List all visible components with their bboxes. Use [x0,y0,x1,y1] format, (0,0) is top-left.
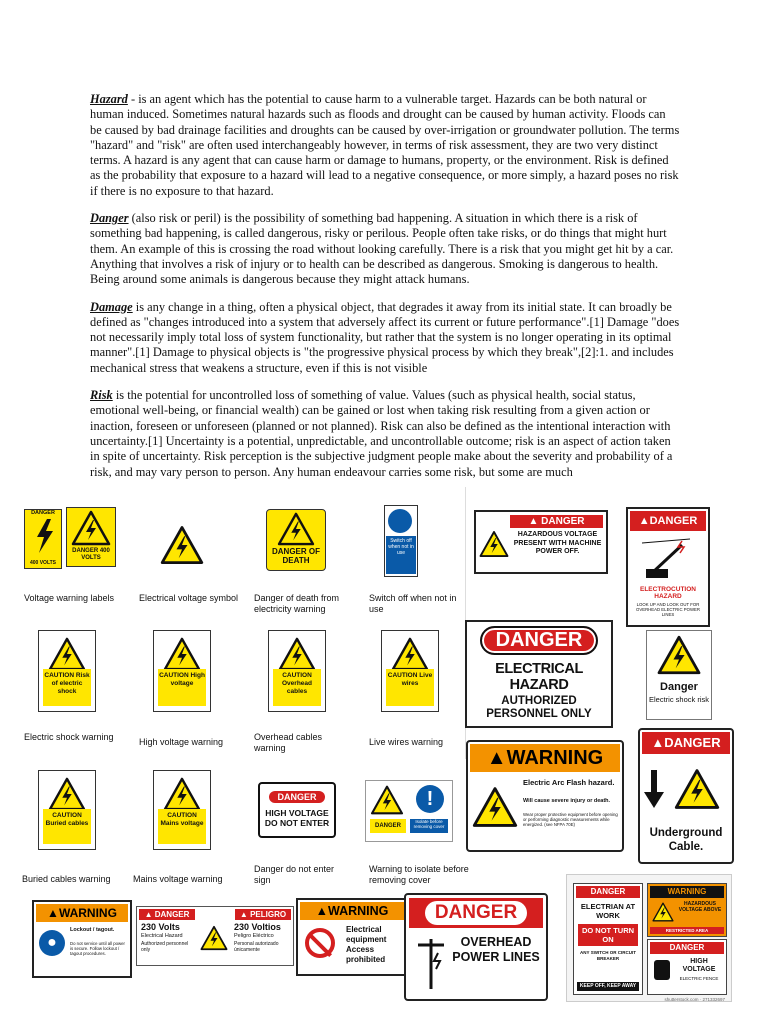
lightning-icon [33,519,53,553]
document-body [90,92,680,492]
plug-icon [388,509,412,533]
sign-lockout-warning [32,900,132,978]
caption-live-wires: Live wires warning [369,737,444,747]
sign-caution-live [381,630,439,712]
label-electrocution-danger: DANGER [649,515,698,527]
electric-warning-icon [200,925,228,951]
label-eh-line1: AUTHORIZED [501,695,577,707]
arrow-down-icon [644,770,664,810]
term-hazard: Hazard [90,92,128,106]
label-hvp-danger: DANGER [541,516,585,527]
label-ug-text1: Underground [649,827,723,839]
caption-high-voltage: High voltage warning [139,737,224,747]
caption-electric-shock: Electric shock warning [24,732,114,742]
header-hvp-danger [510,515,603,528]
label-caution-mains: CAUTION Mains voltage [158,809,206,844]
sign-danger-400-large [66,507,116,567]
label-switch-off: Switch off when not in use [386,536,416,574]
label-230-es-title: 230 Voltios [234,922,281,932]
info-icon: ! [416,785,444,813]
power-pole-icon [414,935,448,991]
label-s2-foot: RESTRICTED AREA [650,927,724,934]
sign-electrician-at-work [573,883,643,995]
label-arc-title: Electric Arc Flash hazard. [523,778,615,787]
sign-electrical-hazard [465,620,613,728]
header-ohpl-danger [409,898,543,928]
fence-icon [654,960,670,980]
label-eh-line2: PERSONNEL ONLY [486,708,592,720]
sign-equipment-access-prohibited [296,898,408,976]
sign-230-volts [136,906,294,966]
grid-cell-overhead-cables [240,620,356,759]
grid-cell-live-wires [355,620,466,759]
sign-arc-flash-warning [466,740,624,852]
label-230-en-sub: Electrical Hazard [141,933,183,939]
text-hazard: - is an agent which has the potential to cause harm to a vulnerable target. Hazards can be both natural or human induced. Sometimes natural hazards such as floods and drought can be caused by human activity. Floods can be caused by bad drainage facilities and droughts can be caused by over-irrigation or groundwater pollution. The terms "hazard" and "risk" are often used interchangeably however, in terms of risk assessment, they are two very distinct terms. A hazard is any agent that can cause harm or damage to humans, property, or the environment. Risk is defined as the probability that exposure to a hazard will lead to a negative consequence, or more simply, a hazard poses no risk if there is no exposure to that hazard. [90,92,680,198]
label-hv-danger: DANGER [269,791,324,803]
caption-isolate: Warning to isolate before removing cover [369,864,469,885]
label-s3-sub: ELECTRIC FENCE [679,976,719,981]
grid-cell-isolate [355,758,469,892]
label-arc-sub: Will cause severe injury or death. [523,798,611,804]
label-isolate-danger: DANGER [370,819,406,833]
label-eh-danger: DANGER [480,626,599,655]
header-230-en [139,909,195,920]
grid-cell-switch-off [355,487,466,621]
label-400-volts: 400 VOLTS [29,560,57,566]
caption-switch-off: Switch off when not in use [369,593,457,614]
label-shock-title: Danger [660,681,698,693]
grid-cell-voltage-labels [10,487,126,621]
electric-warning-icon [160,525,204,565]
label-ohpl-danger: DANGER [425,901,527,925]
grid-cell-electric-shock [10,620,126,759]
label-s1-foot: KEEP OFF, KEEP AWAY [577,982,639,991]
es-alert-icon: ▲ [239,910,248,919]
arc-alert-icon: ▲ [486,747,507,769]
header-equip-warning [300,902,404,920]
electric-warning-icon [390,637,430,671]
label-ohpl-text: OVERHEAD POWER LINES [452,935,540,964]
hvp-alert-icon: ▲ [528,516,539,527]
text-danger: (also risk or peril) is the possibility of something bad happening. A situation in which there is a risk of something bad happening, is called dangerous, risky or perilous. People often take risks, or do things that might hurt them. An example of this is crossing the road without looking carefully. There is a risk that you might get hit by a car. Anything that involves a risk of injury or to health can be described as dangerous. Smoking is dangerous to health. Being around some animals is dangerous because they might attack humans. [90,211,674,287]
grid-cell-do-not-enter [240,758,356,892]
label-lockout-body: Do not service until all power is secure. Follow lockout / tagout procedures. [70,941,125,956]
ug-alert-icon: ▲ [651,735,665,750]
label-s1-sub: ANY SWITCH OR CIRCUIT BREAKER [580,950,636,961]
label-electrocution-title: ELECTROCUTION HAZARD [640,586,696,600]
sign-danger-electric-shock [646,630,712,720]
label-230-es-body: Personal autorizado únicamente [234,941,279,953]
sign-caution-high-voltage [153,630,211,712]
label-230-es-sub: Peligro Eléctrico [234,933,274,939]
header-ug-danger [642,732,730,754]
text-damage: is any change in a thing, often a physical object, that degrades it away from its initial state. It can broadly be defined as "changes introduced into a system that adversely affect its current or future performance".[1] Damage "does not necessarily imply total loss of system functionality, but rather that the system is no longer operating in its optimal manner".[1] Damage to physical objects is "the progressive physical process by which they break",[2]:1. and includes mechanical stress that weakens a structure, even if this is not visible [90,299,680,375]
label-danger-400: DANGER 400 VOLTS [72,548,110,561]
label-shock-text: Electric shock risk [648,695,709,704]
label-hv-line1: HIGH VOLTAGE [265,808,329,818]
header-electrocution-danger [630,511,706,531]
caption-voltage-warning-labels: Voltage warning labels [24,593,115,603]
sign-isolate [365,780,453,842]
sign-danger-of-death [266,509,326,571]
electric-warning-icon [276,512,316,546]
electric-warning-icon [674,768,720,810]
sign-caution-buried [38,770,96,850]
sign-underground-cable [638,728,734,864]
label-230-es-header: PELIGRO [250,910,287,919]
shock-warning-icon [656,635,702,675]
label-hv-line2: DO NOT ENTER [264,818,330,828]
label-s2-header: WARNING [650,886,724,898]
text-risk: is the potential for uncontrolled loss of something of value. Values (such as physical health, social status, emotional well-being, or financial wealth) can be gained or lost when taking risk resulting from a given action or inaction, foreseen or unforeseen (planned or not planned). Risk can also be defined as the intentional interaction with uncertainty.[1] Uncertainty is a potential, unpredictable, and uncontrollable outcome; risk is an aspect of action taken in spite of uncertainty. Risk perception is the subjective judgment people make about the severity and probability of a risk, and may vary person to person. Any human endeavour carries some risk, but some are much [90,388,673,479]
label-caution-shock: CAUTION Risk of electric shock [43,669,91,706]
equip-alert-icon: ▲ [315,904,328,918]
label-eh-title: ELECTRICAL HAZARD [495,661,583,693]
header-230-es [235,909,291,920]
label-s3-header: DANGER [650,942,724,954]
label-lockout-warning: WARNING [58,906,117,920]
en-alert-icon: ▲ [144,910,153,919]
grid-cell-mains-voltage [125,758,241,892]
term-damage: Damage [90,299,133,314]
label-s1-text: ELECTRIAN AT WORK [580,902,636,920]
header-lockout-warning [36,904,128,922]
label-s2-text: HAZARDOUS VOLTAGE ABOVE [678,901,722,913]
label-s1-red: DO NOT TURN ON [578,924,638,946]
grid-cell-buried-cables [10,758,126,892]
label-s3-text: HIGH VOLTAGE [682,958,716,973]
label-equip-text: Electrical equipment Access prohibited [346,925,387,964]
label-caution-live: CAUTION Live wires [386,669,434,706]
sign-caution-overhead [268,630,326,712]
grid-cell-high-voltage [125,620,241,759]
sign-collage-stock [566,874,732,1002]
lockout-alert-icon: ▲ [47,906,59,920]
caption-electrical-voltage-symbol: Electrical voltage symbol [139,593,239,603]
sign-caution-shock [38,630,96,712]
sign-hazardous-voltage-present [474,510,608,574]
sign-high-voltage-fence [647,939,727,995]
label-ug-text2: Cable. [668,841,704,853]
label-hvp-text: HAZARDOUS VOLTAGE PRESENT WITH MACHINE POWER OFF. [513,531,602,555]
term-risk: Risk [90,388,113,403]
sign-danger-400-small [24,509,62,569]
crane-icon [638,537,694,581]
label-danger: DANGER [31,510,55,516]
prohibited-icon [305,928,335,958]
lock-icon: ● [39,930,65,956]
sign-overhead-power-lines [404,893,548,1001]
electric-warning-icon [370,785,404,815]
label-caution-high: CAUTION High voltage [158,669,206,706]
header-arc-warning [470,744,620,772]
label-lockout-title: Lockout / tagout. [70,927,115,933]
sign-hazardous-voltage-above [647,883,727,937]
label-arc-warning: WARNING [506,747,604,769]
caption-danger-of-death: Danger of death from electricity warning [254,593,340,614]
sign-electrocution-hazard [626,507,710,627]
paragraph-risk [90,388,680,480]
electric-warning-icon [277,637,317,671]
sign-caution-mains [153,770,211,850]
label-230-en-header: DANGER [154,910,190,919]
label-230-en-title: 230 Volts [141,922,180,932]
electric-warning-icon [479,530,509,558]
stock-watermark: shutterstock.com · 271332697 [664,997,725,1002]
electric-warning-icon [47,777,87,811]
sign-hv-do-not-enter [258,782,336,838]
electrocution-alert-icon: ▲ [638,515,650,527]
caption-overhead-cables: Overhead cables warning [254,732,323,753]
label-ug-danger: DANGER [664,735,721,750]
label-equip-warning: WARNING [327,904,389,918]
label-s1-header: DANGER [576,886,640,898]
label-electrocution-text: LOOK UP AND LOOK OUT FOR OVERHEAD ELECTRIC POWER LINES [636,602,700,617]
arc-flash-icon [472,786,518,828]
electric-warning-icon [652,902,674,922]
electric-warning-icon [162,777,202,811]
paragraph-danger [90,211,680,287]
paragraph-damage [90,300,680,376]
electric-warning-icon [47,637,87,671]
label-isolate-text: Isolate before removing cover [410,819,448,833]
caption-danger-do-not-enter: Danger do not enter sign [254,864,335,885]
label-230-en-body: Authorized personnel only [141,941,189,953]
electric-warning-icon [71,510,111,546]
sign-switch-off [384,505,418,577]
caption-mains-voltage: Mains voltage warning [133,874,223,884]
paragraph-hazard [90,92,680,199]
grid-cell-voltage-symbol [125,487,241,621]
grid-cell-danger-of-death [240,487,356,621]
label-caution-overhead: CAUTION Overhead cables [273,669,321,706]
electric-warning-icon [162,637,202,671]
label-danger-of-death: DANGER OF DEATH [272,547,320,565]
sign-grid [10,487,469,892]
caption-buried-cables: Buried cables warning [22,874,111,884]
term-danger: Danger [90,211,129,226]
label-caution-buried: CAUTION Buried cables [43,809,91,844]
label-arc-body: Wear proper protective equipment before opening or performing diagnostic measurements while energized. (see NFPA 70E) [523,812,618,827]
